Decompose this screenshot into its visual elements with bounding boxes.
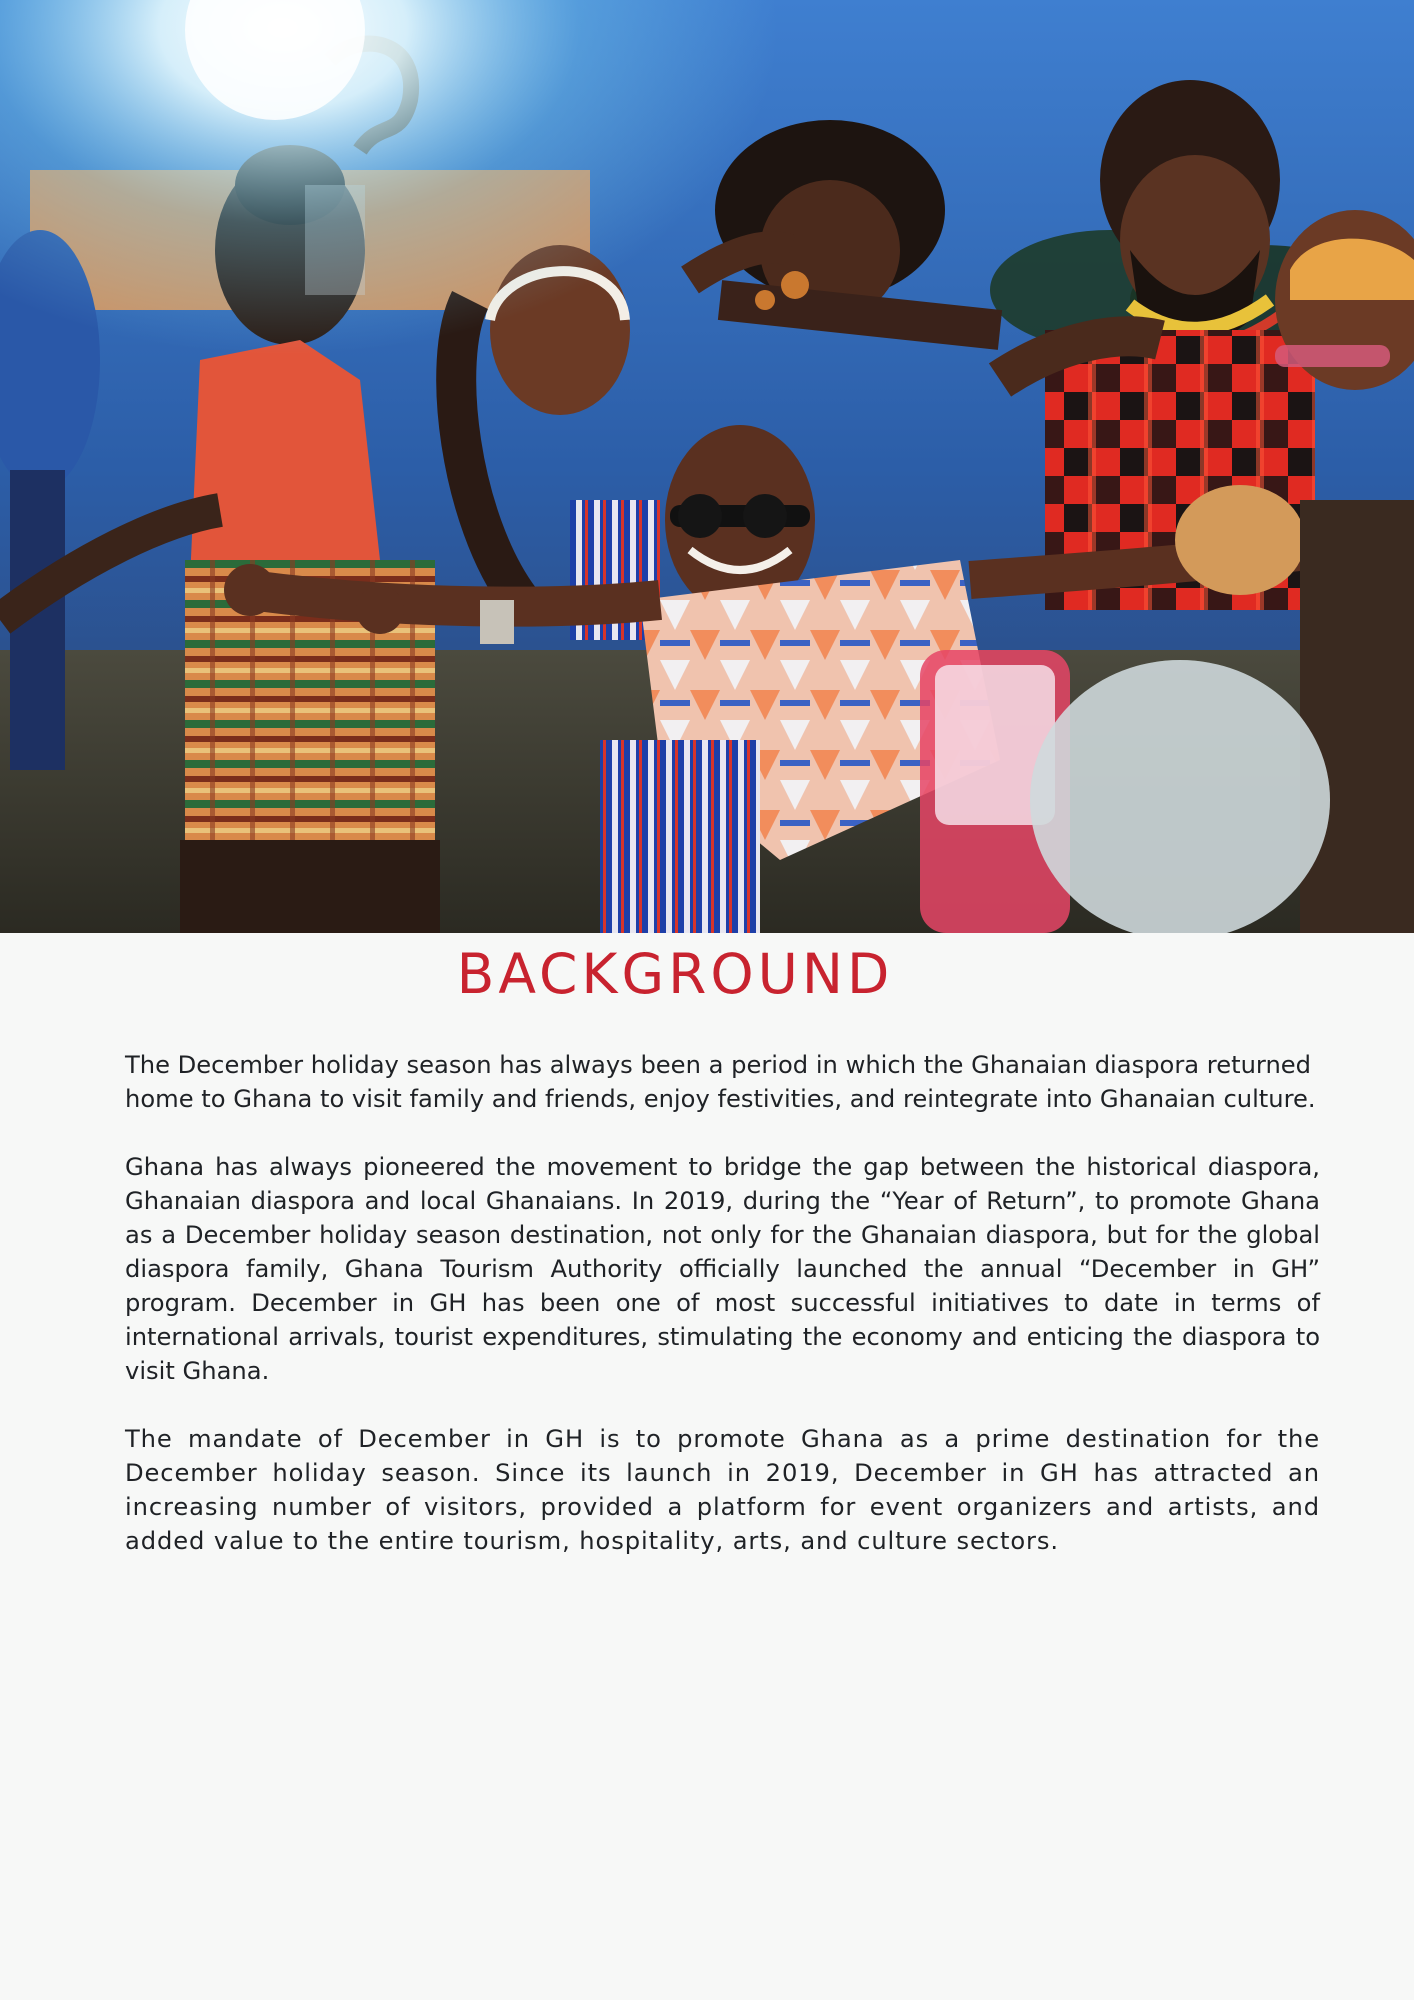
- hero-photo: [0, 0, 1414, 933]
- paragraph-1: The December holiday season has always been a period in which the Ghanaian diaspora returned home to Ghana to visit family and friends, enjoy festivities, and reintegrate into Ghanaian culture.: [125, 1051, 1316, 1113]
- festival-photo-icon: [0, 0, 1414, 933]
- body-text: [125, 1048, 1320, 1592]
- section-title: BACKGROUND: [456, 942, 894, 1006]
- paragraph-3: The mandate of December in GH is to promote Ghana as a prime destination for the December holiday season. Since its launch in 2019, December in GH has attracted an increasing number of visitors, provided a platform for event organizers and artists, and added value to the entire tourism, hospitality, arts, and culture sectors.: [125, 1425, 1320, 1555]
- paragraph-2: Ghana has always pioneered the movement to bridge the gap between the historical diaspora, Ghanaian diaspora and local Ghanaians. In 2019, during the “Year of Return”, to promote Ghana as a December holiday season destination, not only for the Ghanaian diaspora, but for the global diaspora family, Ghana Tourism Authority officially launched the annual “December in GH” program. December in GH has been one of most successful initiatives to date in terms of international arrivals, tourist expenditures, stimulating the economy and enticing the diaspora to visit Ghana.: [125, 1153, 1320, 1385]
